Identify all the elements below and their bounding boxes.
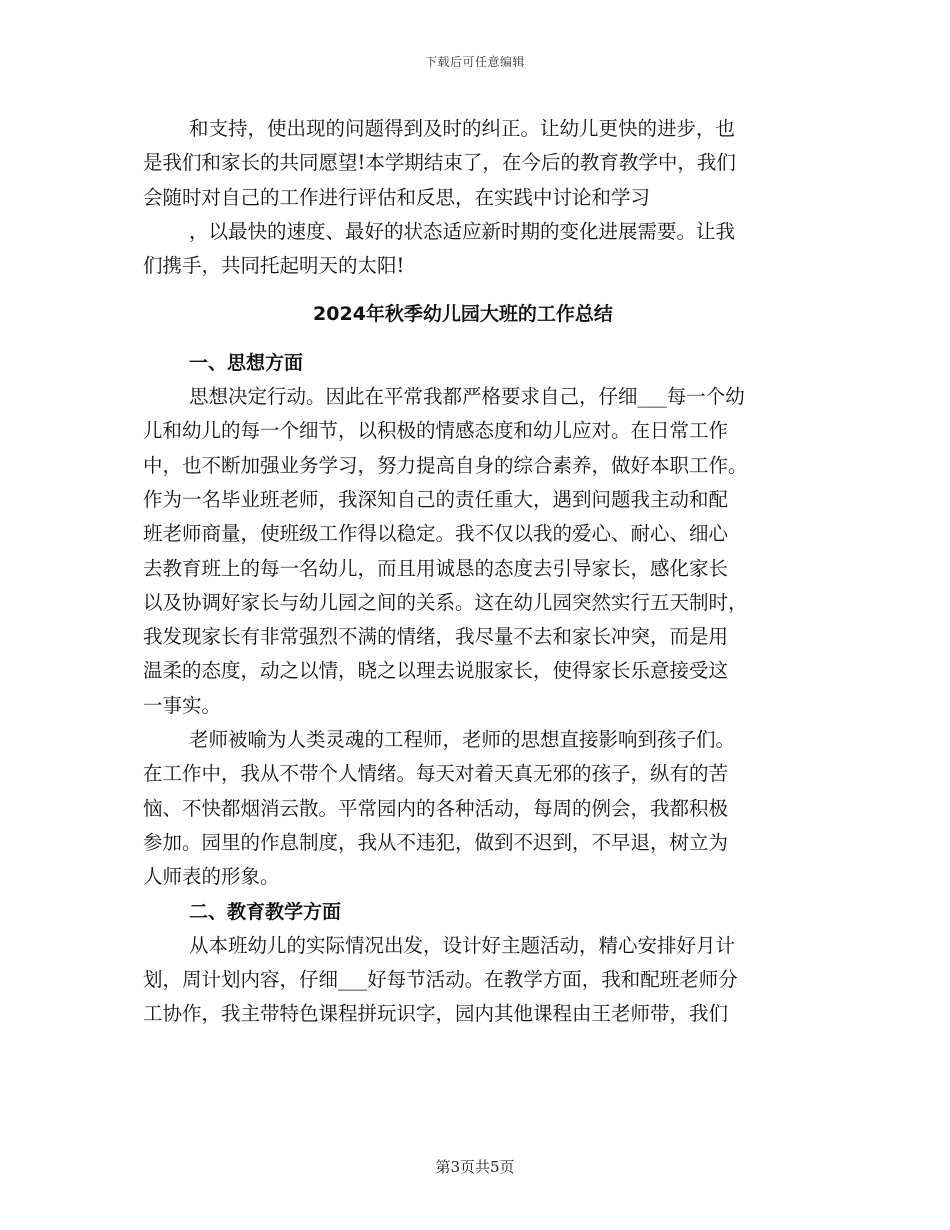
text-line: 中，也不断加强业务学习，努力提高自身的综合素养，做好本职工作。 [143, 453, 748, 477]
text-line: 班老师商量，使班级工作得以稳定。我不仅以我的爱心、耐心、细心 [143, 522, 729, 546]
text-line: 们携手，共同托起明天的太阳! [143, 254, 405, 278]
text-line: 划，周计划内容，仔细___好每节活动。在教学方面，我和配班老师分 [143, 968, 738, 992]
text-line: 温柔的态度，动之以情，晓之以理去说服家长，使得家长乐意接受这 [143, 659, 729, 683]
text-line: 恼、不快都烟消云散。平常园内的各种活动，每周的例会，我都积极 [143, 796, 729, 820]
page-number: 第3页共5页 [435, 1158, 515, 1176]
text-line: 是我们和家长的共同愿望!本学期结束了，在今后的教育教学中，我们 [143, 151, 736, 175]
text-line: 儿和幼儿的每一个细节，以积极的情感态度和幼儿应对。在日常工作 [143, 419, 729, 443]
document-body [143, 112, 813, 1032]
text-line: 会随时对自己的工作进行评估和反思，在实践中讨论和学习 [143, 185, 651, 209]
section-heading-teaching: 二、教育教学方面 [189, 900, 342, 923]
text-line: 我发现家长有非常强烈不满的情绪，我尽量不去和家长冲突，而是用 [143, 625, 729, 649]
text-line: 作为一名毕业班老师，我深知自己的责任重大，遇到问题我主动和配 [143, 487, 729, 511]
page-header-note: 下载后可任意编辑 [424, 55, 525, 69]
document-title: 2024年秋季幼儿园大班的工作总结 [313, 303, 613, 326]
text-line: 一事实。 [143, 693, 222, 717]
text-line: 和支持，使出现的问题得到及时的纠正。让幼儿更快的进步，也 [189, 117, 736, 140]
text-line: 以及协调好家长与幼儿园之间的关系。这在幼儿园突然实行五天制时， [143, 590, 748, 614]
text-line: 思想决定行动。因此在平常我都严格要求自己，仔细___每一个幼 [189, 385, 745, 409]
text-line: 老师被喻为人类灵魂的工程师，老师的思想直接影响到孩子们。 [189, 728, 736, 752]
text-line: 工协作，我主带特色课程拼玩识字，园内其他课程由王老师带，我们 [143, 1002, 729, 1026]
text-line: 在工作中，我从不带个人情绪。每天对着天真无邪的孩子，纵有的苦 [143, 762, 729, 786]
section1-paragraph-2 [143, 723, 813, 894]
section1-paragraph-1 [143, 380, 813, 723]
section-heading-thought: 一、思想方面 [189, 351, 304, 374]
text-line: 从本班幼儿的实际情况出发，设计好主题活动，精心安排好月计 [189, 933, 736, 957]
intro-paragraph [143, 112, 813, 283]
text-line: 去教育班上的每一名幼儿，而且用诚恳的态度去引导家长，感化家长 [143, 556, 729, 580]
text-line: ，以最快的速度、最好的状态适应新时期的变化进展需要。让我 [189, 219, 736, 243]
section2-paragraph-1 [143, 929, 813, 1032]
text-line: 参加。园里的作息制度，我从不违犯，做到不迟到，不早退，树立为 [143, 830, 729, 854]
text-line: 人师表的形象。 [143, 865, 280, 889]
